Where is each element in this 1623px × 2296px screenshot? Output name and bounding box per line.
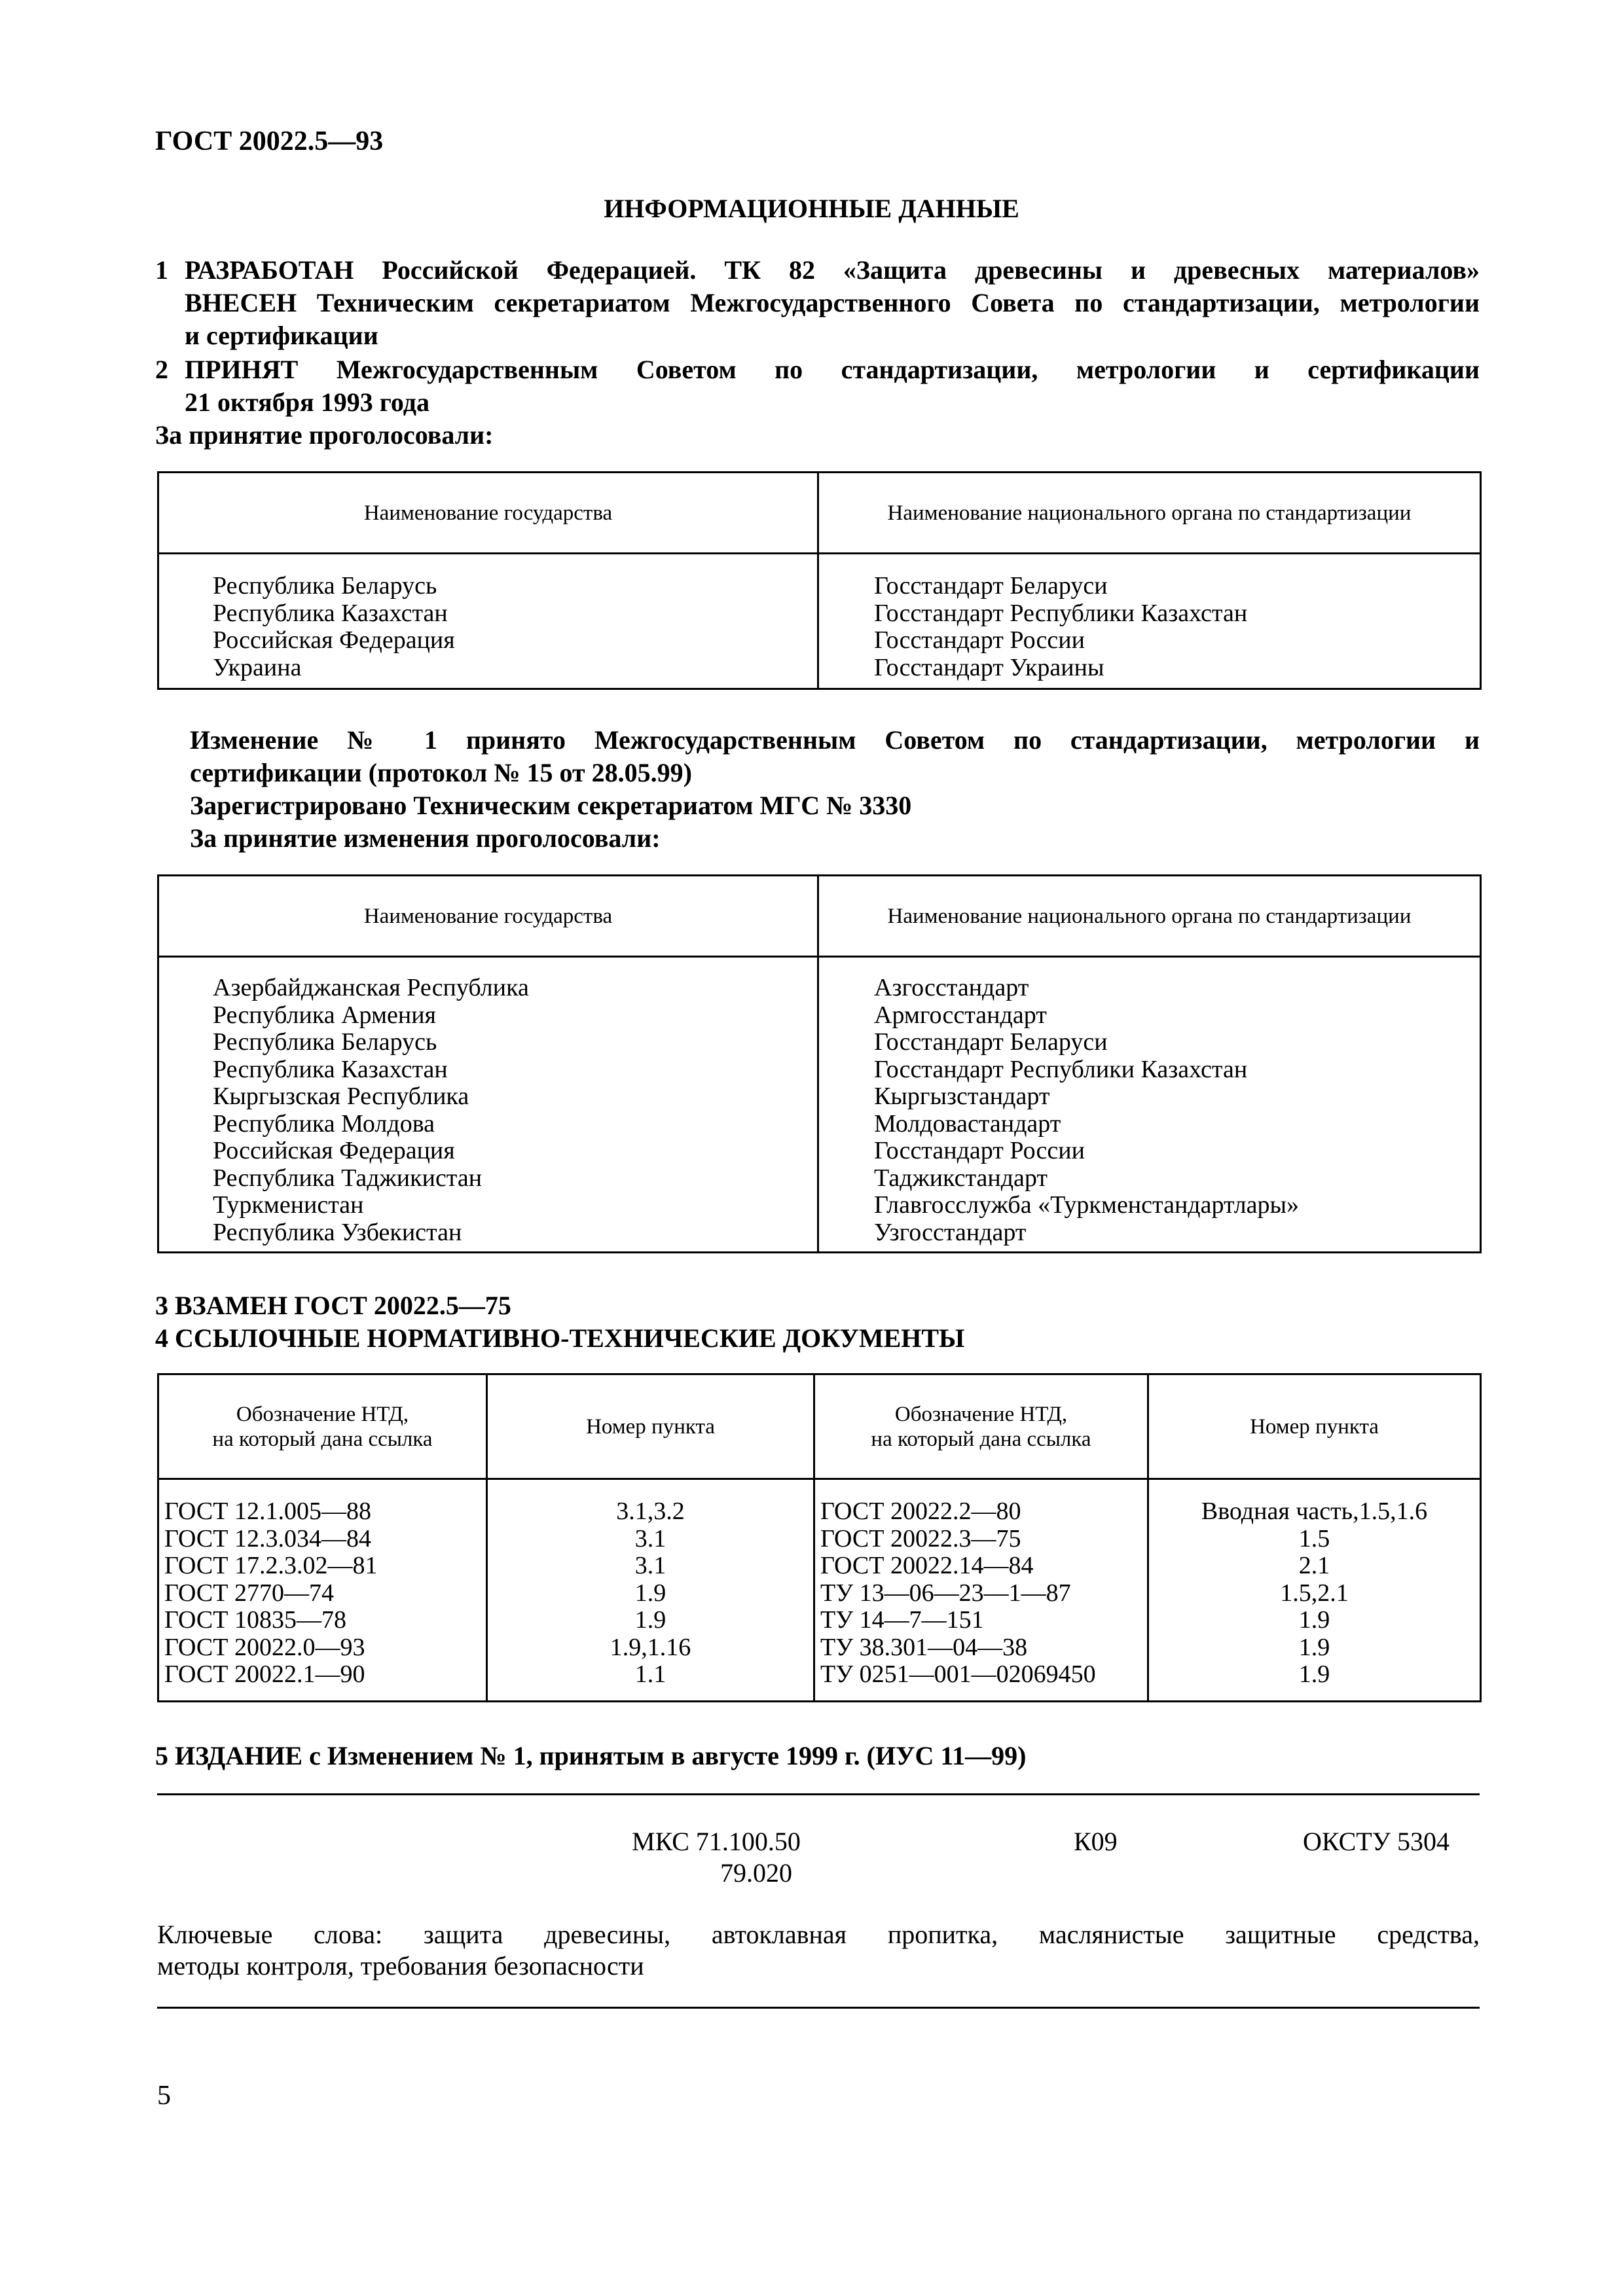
k-code: К09 [1074, 1827, 1118, 1856]
table2-state: Республика Беларусь [213, 1028, 437, 1056]
table2-body: Главгосслужба «Туркменстандартлары» [874, 1191, 1300, 1219]
table2-state: Республика Узбекистан [213, 1218, 462, 1246]
point-number: 3.1 [634, 1524, 666, 1552]
item5-edition: 5 ИЗДАНИЕ с Изменением № 1, принятым в августе 1999 г. (ИУС 11—99) [155, 1741, 1027, 1770]
point-number: 1.9,1.16 [610, 1633, 691, 1661]
table1-state: Российская Федерация [213, 626, 455, 654]
table3-right-docs [820, 1498, 1147, 1689]
point-number: 1.9 [1298, 1606, 1330, 1634]
table2-state: Российская Федерация [213, 1137, 455, 1164]
ntd-designation: ГОСТ 12.1.005—88 [164, 1498, 371, 1525]
table2-body: Узгосстандарт [874, 1218, 1027, 1246]
separator-line [157, 1793, 1480, 1795]
point-number: 2.1 [1298, 1552, 1330, 1579]
table2-state: Республика Молдова [213, 1109, 435, 1138]
point-number: 1.5,2.1 [1280, 1579, 1349, 1607]
mks-code: МКС 71.100.50 79.020 [632, 1827, 801, 1888]
ntd-designation: ГОСТ 12.3.034—84 [164, 1524, 371, 1552]
table1-body: Госстандарт Беларуси [874, 572, 1108, 600]
point-number: 3.1 [634, 1552, 666, 1579]
table2-body: Таджикстандарт [874, 1164, 1048, 1192]
amendment-protocol: сертификации (протокол № 15 от 28.05.99) [190, 758, 692, 787]
document-code: ГОСТ 20022.5—93 [155, 126, 384, 156]
table3-header-ntd-right: Обозначение НТД, на который дана ссылка [814, 1374, 1148, 1479]
item1-developed: РАЗРАБОТАН Российской Федерацией. ТК 82 «Защита древесины и древесных материалов» [185, 255, 1480, 285]
table2-state: Республика Армения [213, 1001, 437, 1029]
ntd-designation: ГОСТ 20022.0—93 [164, 1633, 365, 1661]
table3-header-point-right: Номер пункта [1148, 1374, 1481, 1479]
page-number: 5 [157, 2081, 171, 2111]
amendment-adopted: Изменение № 1 принято Межгосударственным Советом по стандартизации, метрологии и [190, 725, 1480, 755]
table2-header-body: Наименование национального органа по стандартизации [818, 876, 1481, 957]
table1-state: Республика Беларусь [213, 572, 437, 600]
voting-table-1 [157, 471, 1482, 690]
table2-states-list [213, 975, 817, 1246]
table3-right-points [1149, 1498, 1480, 1689]
table2-body: Молдовастандарт [874, 1109, 1061, 1138]
table2-body: Азгосстандарт [874, 974, 1029, 1001]
table2-state: Туркменистан [213, 1191, 364, 1219]
table2-body: Госстандарт Республики Казахстан [874, 1055, 1248, 1083]
table3-header-ntd-left: Обозначение НТД, на который дана ссылка [158, 1374, 487, 1479]
table3-header-point-left: Номер пункта [487, 1374, 814, 1479]
table3-left-points [488, 1498, 813, 1689]
item4-references-title: 4 ССЫЛОЧНЫЕ НОРМАТИВНО-ТЕХНИЧЕСКИЕ ДОКУМЕНТЫ [155, 1323, 965, 1353]
table2-state: Республика Таджикистан [213, 1164, 483, 1192]
point-number: 1.1 [634, 1660, 666, 1688]
table2-body: Кыргызстандарт [874, 1083, 1050, 1110]
table2-state: Азербайджанская Республика [213, 974, 529, 1001]
ntd-designation: ТУ 13—06—23—1—87 [820, 1579, 1071, 1607]
ntd-designation: ГОСТ 10835—78 [164, 1606, 346, 1634]
table1-header-body: Наименование национального органа по стандартизации [818, 473, 1481, 554]
table2-body: Армгосстандарт [874, 1001, 1047, 1029]
item2-date: 21 октября 1993 года [185, 387, 429, 417]
keywords-line1: Ключевые слова: защита древесины, автоклавная пропитка, маслянистые защитные средства, [157, 1920, 1480, 1949]
table1-bodies-list [874, 573, 1480, 681]
item1-submitted: ВНЕСЕН Техническим секретариатом Межгосударственного Совета по стандартизации, метрологии [185, 288, 1480, 317]
ntd-designation: ТУ 38.301—04—38 [820, 1633, 1028, 1661]
table1-states-list [213, 573, 817, 681]
item2-adopted: ПРИНЯТ Межгосударственным Советом по стандартизации, метрологии и сертификации [185, 355, 1480, 384]
table2-bodies-list [874, 975, 1480, 1246]
ntd-designation: ГОСТ 20022.2—80 [820, 1498, 1021, 1525]
ntd-designation: ГОСТ 17.2.3.02—81 [164, 1552, 378, 1579]
amendment-registered: Зарегистрировано Техническим секретариатом МГС № 3330 [190, 791, 912, 820]
point-number: Вводная часть,1.5,1.6 [1201, 1498, 1428, 1525]
ntd-designation: ТУ 0251—001—02069450 [820, 1660, 1096, 1688]
separator-line [157, 2007, 1480, 2009]
ntd-designation: ТУ 14—7—151 [820, 1606, 984, 1634]
section-title: ИНФОРМАЦИОННЫЕ ДАННЫЕ [604, 194, 1019, 223]
table1-state: Республика Казахстан [213, 599, 448, 627]
table1-state: Украина [213, 653, 302, 681]
table2-state: Республика Казахстан [213, 1055, 448, 1083]
table2-body: Госстандарт Беларуси [874, 1028, 1108, 1056]
point-number: 1.5 [1298, 1524, 1330, 1552]
table2-body: Госстандарт России [874, 1137, 1085, 1164]
point-number: 1.9 [1298, 1660, 1330, 1688]
ntd-designation: ГОСТ 20022.3—75 [820, 1524, 1021, 1552]
table1-body: Госстандарт России [874, 626, 1085, 654]
item2-voted-label: За принятие проголосовали: [155, 420, 494, 450]
ntd-designation: ГОСТ 20022.14—84 [820, 1552, 1034, 1579]
point-number: 1.9 [1298, 1633, 1330, 1661]
item3-replaces: 3 ВЗАМЕН ГОСТ 20022.5—75 [155, 1291, 511, 1320]
point-number: 1.9 [634, 1579, 666, 1607]
table2-state: Кыргызская Республика [213, 1083, 469, 1110]
table1-body: Госстандарт Украины [874, 653, 1104, 681]
ntd-designation: ГОСТ 2770—74 [164, 1579, 334, 1607]
point-number: 1.9 [634, 1606, 666, 1634]
item1-number: 1 [155, 255, 168, 285]
okstu-code: ОКСТУ 5304 [1303, 1827, 1450, 1856]
keywords-line2: методы контроля, требования безопасности [157, 1951, 644, 1981]
table1-body: Госстандарт Республики Казахстан [874, 599, 1248, 627]
amendment-voted-label: За принятие изменения проголосовали: [190, 823, 661, 853]
point-number: 3.1,3.2 [616, 1498, 685, 1525]
item1-submitted-cont: и сертификации [185, 321, 378, 350]
voting-table-2 [157, 874, 1482, 1253]
references-table [157, 1373, 1482, 1702]
table2-header-state: Наименование государства [158, 876, 818, 957]
table1-header-state: Наименование государства [158, 473, 818, 554]
ntd-designation: ГОСТ 20022.1—90 [164, 1660, 365, 1688]
item2-number: 2 [155, 355, 168, 384]
table3-left-docs [164, 1498, 486, 1689]
